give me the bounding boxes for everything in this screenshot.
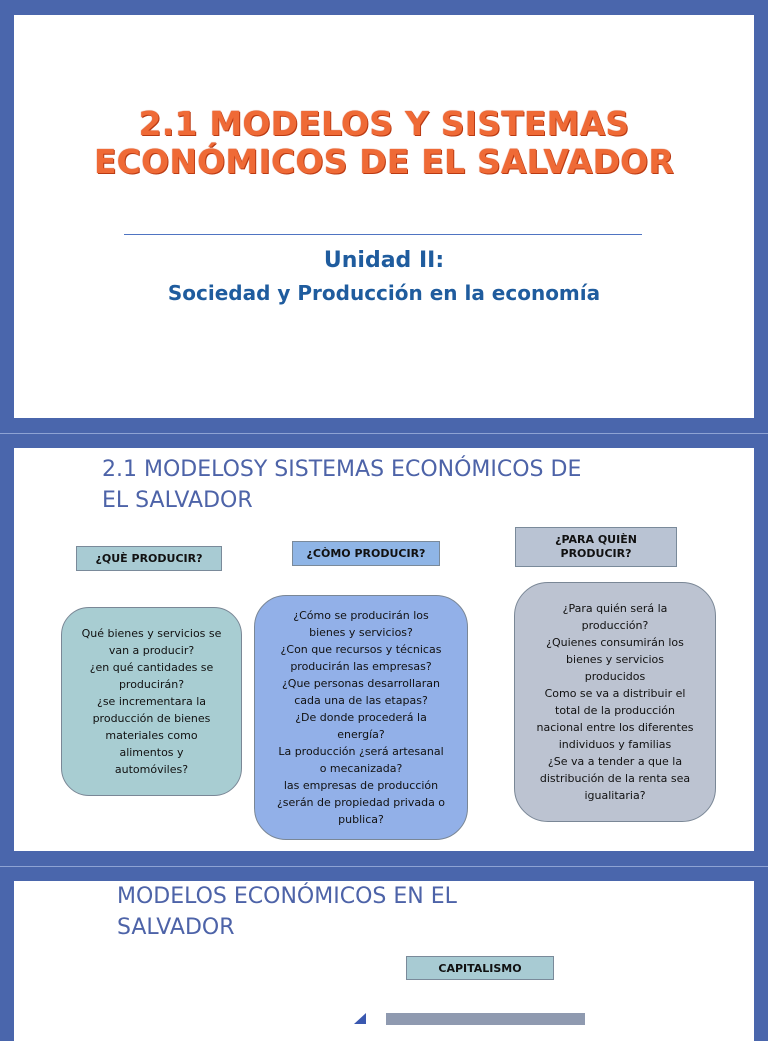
bubble-line: producción de bienes bbox=[92, 712, 211, 725]
header-que-producir: ¿QUÈ PRODUCIR? bbox=[76, 546, 222, 571]
bubble-line: ¿se incrementara la bbox=[96, 695, 207, 708]
bubble-line: ¿Se va a tender a que la bbox=[547, 755, 683, 768]
bubble-line: van a producir? bbox=[108, 644, 195, 657]
arrow-icon bbox=[354, 1013, 366, 1024]
bubble-line: producirán? bbox=[118, 678, 185, 691]
slide3-title-line2: SALVADOR bbox=[117, 915, 235, 940]
bubble-line: automóviles? bbox=[114, 763, 189, 776]
bubble-como-producir bbox=[254, 595, 468, 840]
bubble-line: producidos bbox=[584, 670, 646, 683]
bubble-que-producir bbox=[61, 607, 242, 796]
bubble-line: La producción ¿será artesanal bbox=[278, 745, 444, 758]
title-divider bbox=[124, 234, 642, 235]
slide2-title-line2: EL SALVADOR bbox=[102, 488, 253, 513]
header-para-quien-producir: ¿PARA QUIÈN PRODUCIR? bbox=[515, 527, 677, 567]
bubble-line: ¿Cómo se producirán los bbox=[293, 609, 429, 622]
unit-label: Unidad II: bbox=[323, 248, 445, 273]
bubble-line: ¿Quienes consumirán los bbox=[546, 636, 684, 649]
bubble-line: ¿en qué cantidades se bbox=[89, 661, 214, 674]
bubble-line: distribución de la renta sea bbox=[539, 772, 691, 785]
bubble-line: ¿Con que recursos y técnicas bbox=[280, 643, 442, 656]
bubble-line: materiales como bbox=[105, 729, 198, 742]
slide-separator bbox=[0, 866, 768, 867]
bubble-line: bienes y servicios bbox=[566, 653, 664, 666]
bubble-line: ¿De donde procederá la bbox=[295, 711, 427, 724]
bubble-para-quien-producir bbox=[514, 582, 716, 822]
bubble-line: cada una de las etapas? bbox=[294, 694, 428, 707]
bubble-line: Como se va a distribuir el bbox=[544, 687, 686, 700]
slide-separator bbox=[0, 433, 768, 434]
slide3-title-line1: MODELOS ECONÓMICOS EN EL bbox=[117, 884, 457, 909]
bubble-line: total de la producción bbox=[555, 704, 675, 717]
bubble-line: nacional entre los diferentes bbox=[536, 721, 694, 734]
bubble-line: individuos y familias bbox=[558, 738, 672, 751]
slide2-title-line1: 2.1 MODELOSY SISTEMAS ECONÓMICOS DE bbox=[102, 457, 582, 482]
unit-subtitle: Sociedad y Producción en la economía bbox=[167, 281, 601, 305]
bubble-line: producción? bbox=[581, 619, 649, 632]
bubble-line: ¿Que personas desarrollaran bbox=[281, 677, 441, 690]
slide-title bbox=[14, 15, 754, 418]
bubble-line: o mecanizada? bbox=[319, 762, 403, 775]
bubble-line: producirán las empresas? bbox=[290, 660, 432, 673]
header-como-producir: ¿CÒMO PRODUCIR? bbox=[292, 541, 440, 566]
bubble-line: ¿Para quién será la bbox=[562, 602, 668, 615]
slide-questions bbox=[14, 448, 754, 851]
slide-models bbox=[14, 881, 754, 1041]
main-title-line2: ECONÓMICOS DE EL SALVADOR bbox=[93, 142, 675, 181]
capitalismo-box: CAPITALISMO bbox=[406, 956, 554, 980]
bubble-line: Qué bienes y servicios se bbox=[81, 627, 222, 640]
main-title-line1: 2.1 MODELOS Y SISTEMAS bbox=[138, 104, 630, 143]
model-bar bbox=[386, 1013, 585, 1025]
bubble-line: ¿serán de propiedad privada o bbox=[276, 796, 446, 809]
slide2-title bbox=[102, 454, 702, 516]
bubble-line: publica? bbox=[338, 813, 384, 826]
bubble-line: bienes y servicios? bbox=[309, 626, 413, 639]
bubble-line: alimentos y bbox=[119, 746, 184, 759]
slide3-title bbox=[117, 881, 617, 943]
bubble-line: energía? bbox=[337, 728, 385, 741]
bubble-line: las empresas de producción bbox=[283, 779, 439, 792]
main-title bbox=[34, 105, 734, 181]
bubble-line: igualitaria? bbox=[584, 789, 646, 802]
